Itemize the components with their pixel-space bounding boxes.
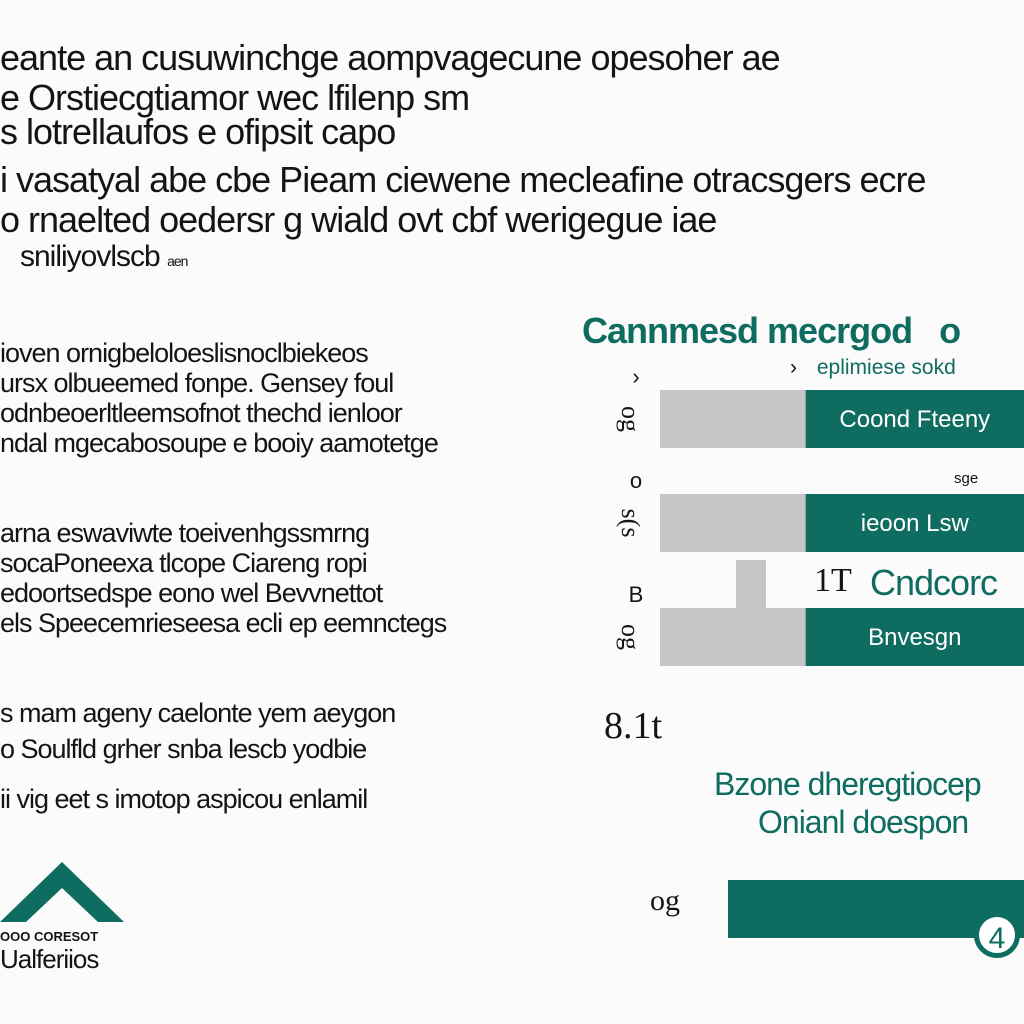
body-line: ii vig eet s imotop aspicou enlamil — [0, 784, 368, 814]
footer-tick-label: og — [650, 884, 680, 917]
footer-badge-text: 4 — [988, 922, 1006, 955]
logo-text-bottom: Ualferiios — [0, 944, 99, 974]
caption-line-2: Onianl doespon — [758, 804, 969, 840]
bar-gray-segment — [660, 390, 806, 448]
body-line: ndal mgecabosoupe e booiy aamotetge — [0, 428, 438, 458]
body-line: edoortsedspe eono wel Bevvnettot — [0, 578, 383, 608]
bar-tick-marker: B — [628, 582, 644, 607]
company-logo — [0, 860, 160, 980]
subtitle-marker-icon: › — [790, 356, 797, 379]
chart-title-text: Cannmesd mecrgod — [582, 310, 913, 351]
body-line: o Soulfld grher snba lescb yodbie — [0, 734, 367, 764]
body-line: odnbeoerltleemsofnot thechd ienloor — [0, 398, 402, 428]
logo-text-top: OOO CORESOT — [0, 929, 99, 944]
bar-category-label: Bnvesgn — [868, 624, 962, 651]
bar-tick-label: og — [616, 624, 645, 650]
bar-tick-marker: o — [629, 468, 643, 493]
chart-panel — [560, 300, 1024, 1024]
bar-gray-segment — [660, 608, 806, 666]
annotation-small: sge — [954, 470, 979, 487]
bar-tick-label: og — [616, 406, 645, 432]
annotation-label: Cndcorc — [870, 562, 998, 603]
chart-title-suffix: o — [939, 310, 961, 351]
intro-line-4: i vasatyal abe cbe Pieam ciewene mecleafine otracsgers ecre — [0, 159, 926, 200]
intro-sub-small: aen — [167, 253, 188, 269]
body-paragraph-3 — [0, 698, 540, 814]
intro-line-5: o rnaelted oedersr g wiald ovt cbf werigegue iae — [0, 199, 717, 240]
intro-sub-text: sniliyovlscb — [20, 240, 160, 273]
body-paragraph-1 — [0, 338, 530, 458]
caption-line-1: Bzone dheregtiocep — [714, 766, 981, 802]
annotation-connector — [736, 560, 766, 610]
intro-line-1: eante an cusuwinchge aompvagecune opesoher ae — [0, 37, 780, 78]
chart-subtitle-text: eplimiese sokd — [816, 356, 956, 379]
annotation-value: 1T — [814, 562, 852, 599]
intro-subline — [20, 240, 187, 274]
body-line: arna eswaviwte toeivenhgssmrng — [0, 518, 370, 548]
bar-tick-label: s(s — [616, 508, 645, 538]
body-line: s mam ageny caelonte yem aeygon — [0, 698, 396, 728]
footer-badge-icon — [974, 912, 1020, 958]
body-line: ursx olbueemed fonpe. Gensey foul — [0, 368, 394, 398]
bar-tick-marker: › — [632, 364, 640, 389]
stat-value: 8.1t — [604, 705, 663, 747]
body-line: els Speecemrieseesa ecli ep eemnctegs — [0, 608, 447, 638]
intro-line-2: e Orstiecgtiamor wec lfilenp sm — [0, 77, 470, 118]
bar-gray-segment — [660, 494, 806, 552]
body-line: ioven ornigbeloloeslisnoclbiekeos — [0, 338, 368, 368]
body-line: socaPoneexa tlcope Ciareng ropi — [0, 548, 367, 578]
bar-category-label: Coond Fteeny — [839, 406, 991, 433]
bar-category-label: ieoon Lsw — [860, 510, 969, 537]
body-paragraph-2 — [0, 518, 530, 638]
intro-line-3: s lotrellaufos e ofipsit capo — [0, 111, 396, 152]
roof-logo-icon — [0, 860, 130, 922]
